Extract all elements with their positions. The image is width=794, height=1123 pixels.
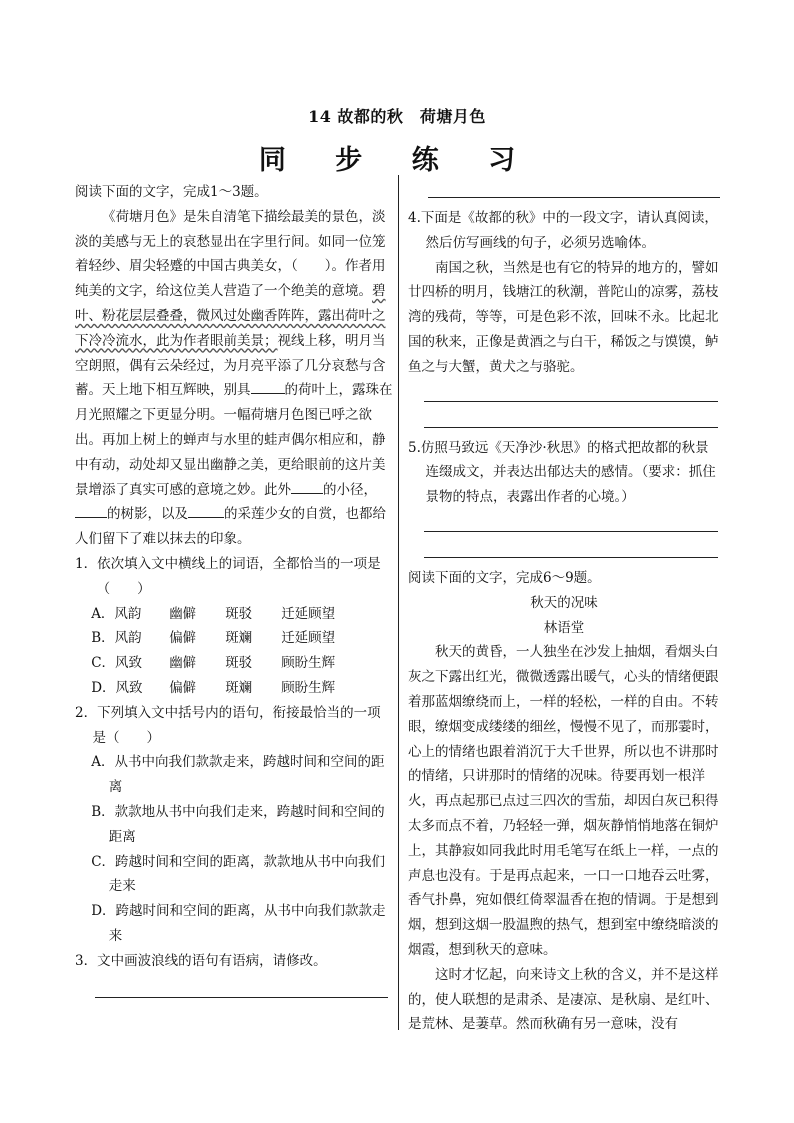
q2-option-c: C．跨越时间和空间的距离，款款地从书中向我们走来 <box>91 853 386 895</box>
passage-part-6: 的采莲少女的自赏，也都给人们留下了难以抹去的印象。 <box>75 506 386 548</box>
page-title: 14 故都的秋 荷塘月色 <box>308 107 486 126</box>
passage-part-3: 的荷叶上，露珠在月光照耀之下更显分明。一幅荷塘月色图已呼之欲出。再加上树上的蝉声与水里的蛙声偶尔相应和，静中有动，动处却又显出幽静之美，更给眼前的这片美景增添了真实可感的意境之妙。此外 <box>75 382 393 498</box>
article-paragraph-2: 这时才忆起，向来诗文上秋的含义，并不是这样的，使人联想的是肃杀、是凄凉、是秋扇、是红叶、是荒林、是萋草。然而秋确有另一意味，没有 <box>408 966 719 1033</box>
page-subtitle: 同 步 练 习 <box>258 145 536 176</box>
q3-answer-line-2[interactable] <box>428 180 720 198</box>
q4-answer-line-2[interactable] <box>424 410 718 428</box>
q5-answer-line-1[interactable] <box>424 514 718 532</box>
article-author: 林语堂 <box>543 619 585 636</box>
q4-passage: 南国之秋，当然是也有它的特异的地方的，譬如廿四桥的明月，钱塘江的秋潮，普陀山的凉雾，荔枝湾的残荷，等等，可是色彩不浓，回味不永。比起北国的秋来，正像是黄酒之与白干，稀饭之与馍馍，鲈鱼之与大蟹，黄犬之与骆驼。 <box>408 259 719 375</box>
reading-intro-1: 阅读下面的文字，完成1～3题。 <box>75 184 268 200</box>
q1-option-c: C．风致 幽僻 斑驳 顾盼生辉 <box>91 655 336 672</box>
q3-answer-line[interactable] <box>95 980 388 998</box>
q2-option-d: D．跨越时间和空间的距离，从书中向我们款款走来 <box>91 903 386 944</box>
q1-option-a: A．风韵 幽僻 斑驳 迁延顾望 <box>91 605 336 622</box>
question-3-stem: 3．文中画波浪线的语句有语病，请修改。 <box>75 952 327 969</box>
left-column <box>75 180 393 1006</box>
passage-part-4: 的小径， <box>323 481 377 498</box>
fill-blank-1 <box>251 393 285 394</box>
article-title: 秋天的况味 <box>530 594 598 611</box>
q4-answer-line-1[interactable] <box>424 384 718 402</box>
fill-blank-2 <box>291 493 323 494</box>
passage-part-1: 《荷塘月色》是朱自清笔下描绘最美的景色，淡淡的美感与无上的哀愁显出在字里行间。如同一位笼着轻纱、眉尖轻蹙的中国古典美女，（ ）。作者用纯美的文字，给这位美人营造了一个绝美的意境。 <box>75 208 386 300</box>
q2-option-b: B．款款地从书中向我们走来，跨越时间和空间的距离 <box>91 803 385 845</box>
question-1-paren: （ ） <box>96 580 151 597</box>
question-1-stem: 1．依次填入文中横线上的词语，全都恰当的一项是 <box>75 555 381 572</box>
q2-option-a: A．从书中向我们款款走来，跨越时间和空间的距离 <box>91 754 385 796</box>
question-5-stem: 5.仿照马致远《天净沙·秋思》的格式把故都的秋景连缀成文，并表达出郁达夫的感情。（要求：抓住景物的特点，表露出作者的心境。） <box>408 439 716 506</box>
q5-answer-line-2[interactable] <box>424 540 718 558</box>
fill-blank-4 <box>188 517 224 518</box>
q1-option-b: B．风韵 偏僻 斑斓 迁延顾望 <box>91 630 336 647</box>
fill-blank-3 <box>75 517 107 518</box>
passage-part-2: 视线上移，明月当空朗照，偶有云朵经过，为月亮平添了几分哀愁与含蓄。天上地下相互辉映，别具 <box>75 332 386 399</box>
column-divider <box>398 175 399 1030</box>
question-4-stem: 4.下面是《故都的秋》中的一段文字，请认真阅读，然后仿写画线的句子，必须另选喻体。 <box>408 210 718 251</box>
q1-option-d: D．风致 偏僻 斑斓 顾盼生辉 <box>91 679 336 696</box>
right-column <box>408 180 720 1037</box>
reading-intro-2: 阅读下面的文字，完成6～9题。 <box>408 569 601 586</box>
wavy-underlined-sentence: 碧叶、粉花层层叠叠，微风过处幽香阵阵，露出荷叶之下冷冷流水，此为作者眼前美景； <box>75 283 386 349</box>
question-2-stem: 2．下列填入文中括号内的语句，衔接最恰当的一项是（ ） <box>75 704 381 746</box>
passage-lotus-pond <box>75 205 393 552</box>
passage-part-5: 的树影，以及 <box>107 506 188 523</box>
article-paragraph-1: 秋天的黄昏，一人独坐在沙发上抽烟，看烟头白灰之下露出红光，微微透露出暖气，心头的情绪便跟着那蓝烟缭绕而上，一样的轻松，一样的自由。不转眼，缭烟变成缕缕的细丝，慢慢不见了，而那霎时，心上的情绪也跟着消沉于大千世界，所以也不讲那时的情绪，只讲那时的情绪的况味。待要再划一根洋火，再点起那已点过三四次的雪茄，却因白灰已积得太多而点不着，乃轻轻一弹，烟灰静悄悄地落在铜炉上，其静寂如同我此时用毛笔写在纸上一样，一点的声息也没有。于是再点起来，一口一口地吞云吐雾，香气扑鼻，宛如偎红倚翠温香在抱的情调。于是想到烟，想到这烟一股温煦的热气，想到室中缭绕暗淡的烟霞，想到秋天的意味。 <box>408 644 719 958</box>
